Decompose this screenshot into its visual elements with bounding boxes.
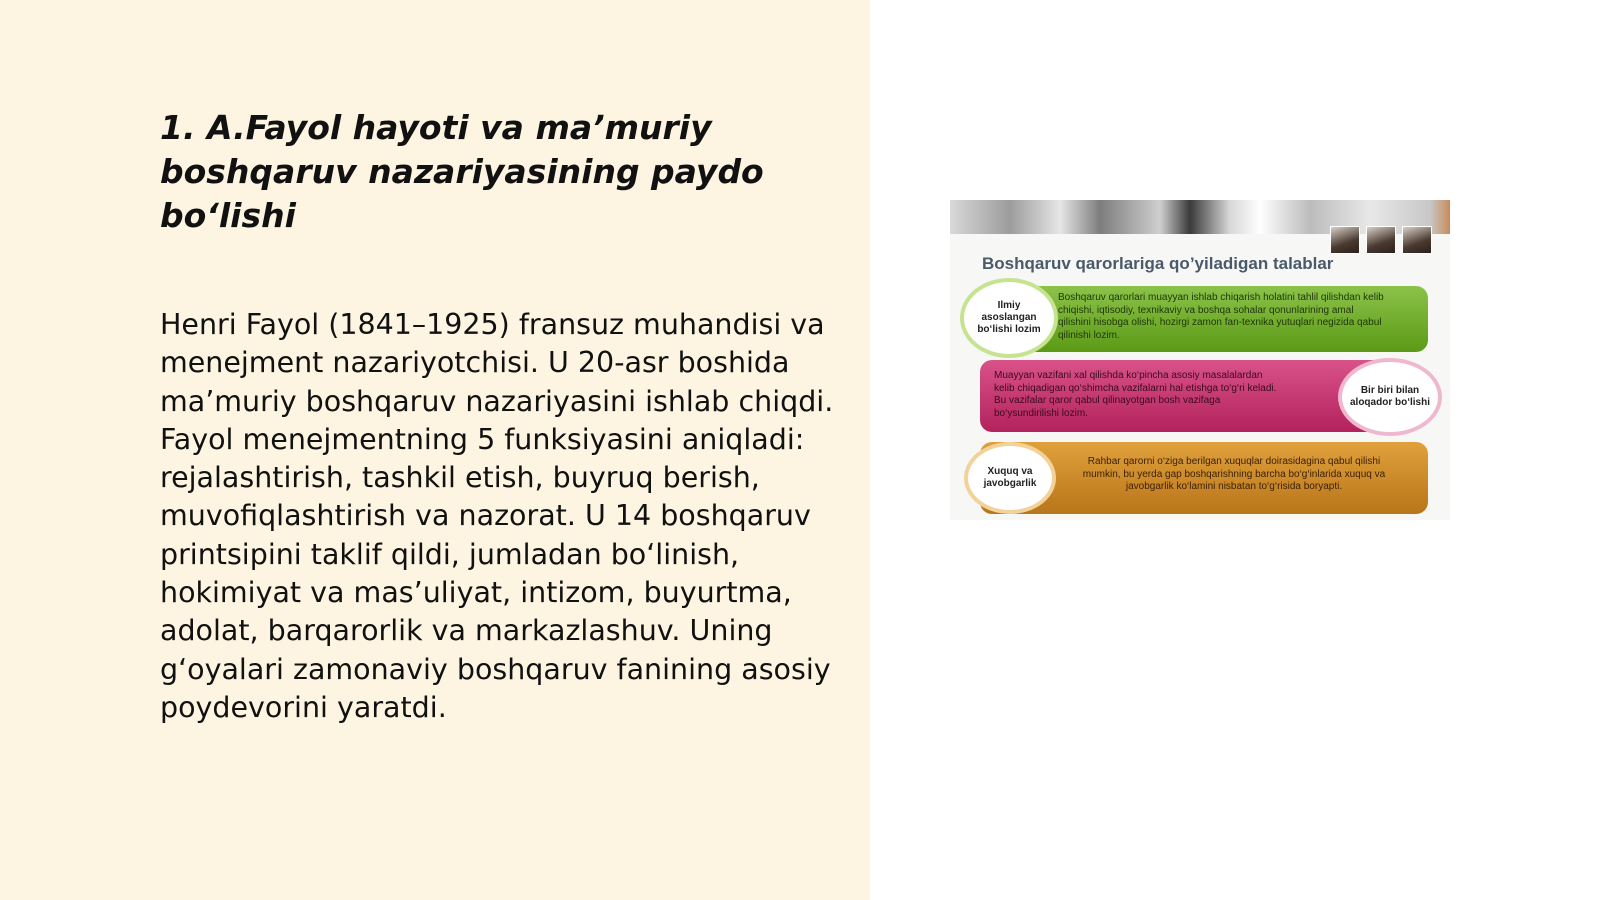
requirement-text: Rahbar qarorni o‘ziga berilgan xuquqlar doirasidagina qabul qilishi mumkin, bu yerda gap boshqarishning barcha bo‘g‘inlarida xuquq va javobgarlik ko‘lamini nisbatan to‘g‘risida boryapti. [1082,456,1386,492]
requirement-label-2: Bir biri bilan aloqador bo‘lishi [1342,362,1438,432]
requirement-text: Boshqaruv qarorlari muayyan ishlab chiqarish holatini tahlil qilishdan kelib chiqishi, iqtisodiy, texnikaviy va boshqa sohalar qonunlarining amal qilishini hisobga olishi, hozirgi zamon fan-texnika yutuqlari negizida qabul qilinishi lozim. [1058,292,1384,341]
requirement-band-2 [980,360,1400,432]
people-thumbnails [1330,226,1432,254]
slide-title: 1. A.Fayol hayoti va ma’muriy boshqaruv nazariyasining paydo bo‘lishi [160,108,764,235]
figure-title: Boshqaruv qarorlariga qo’yiladigan talablar [982,254,1334,273]
person-photo [1330,226,1360,254]
person-photo [1366,226,1396,254]
slide-body: Henri Fayol (1841–1925) fransuz muhandisi va menejment nazariyotchisi. U 20-asr boshida ma’muriy boshqaruv nazariyasini ishlab chiqdi. Fayol menejmentning 5 funksiyasini aniqladi: rejalashtirish, tashkil etish, buyruq berish, muvofiqlashtirish va nazorat. U 14 boshqaruv printsipini taklif qildi, jumladan bo‘linish, hokimiyat va mas’uliyat, intizom, buyurtma, adolat, barqarorlik va markazlashuv. Uning g‘oyalari zamonaviy boshqaruv fanining asosiy poydevorini yaratdi. [160,308,834,724]
requirement-label-1: Ilmiy asoslangan bo‘lishi lozim [964,282,1054,354]
requirement-text: Muayyan vazifani xal qilishda ko‘pincha asosiy masalalardan kelib chiqadigan qo‘shimcha vazifalarni hal etishga to‘g‘ri keladi. Bu vazifalar qaror qabul qilinayotgan bosh vazifaga bo‘ysundirilishi lozim. [994,370,1277,419]
person-photo [1402,226,1432,254]
requirements-figure [950,200,1450,520]
requirement-label-3: Xuquq va javobgarlik [968,446,1052,510]
